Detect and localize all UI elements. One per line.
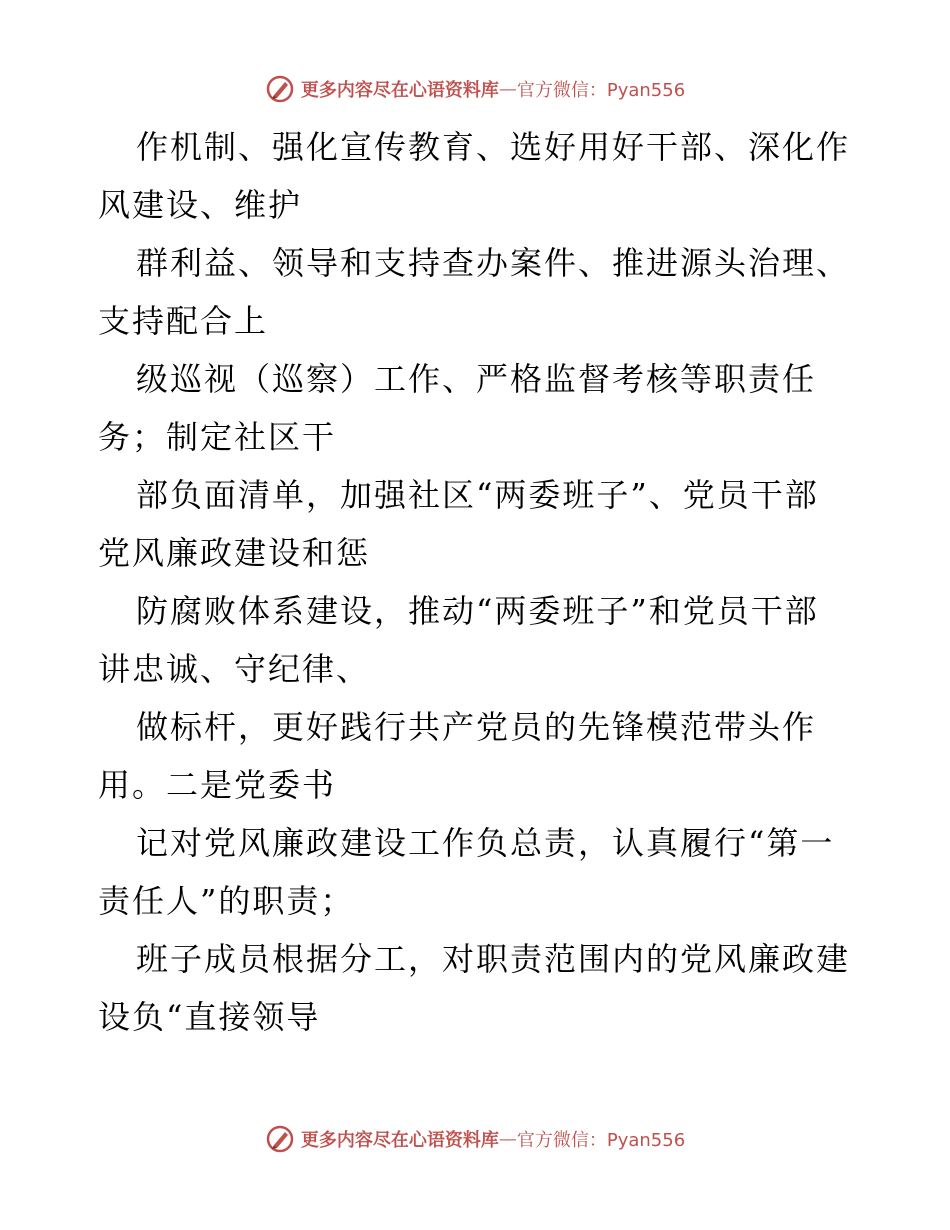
document-body — [98, 118, 858, 1046]
paragraph-line: 设负“直接领导 — [98, 998, 321, 1036]
paragraph-line: 党风廉政建设和惩 — [98, 534, 371, 572]
paragraph-line: 部负面清单，加强社区“两委班子”、党员干部 — [136, 476, 819, 514]
paragraph-line: 记对党风廉政建设工作负总责，认真履行“第一 — [136, 824, 835, 862]
paragraph — [98, 234, 858, 350]
footer-watermark — [0, 1124, 950, 1154]
pen-logo-icon — [265, 1124, 295, 1154]
paragraph — [98, 698, 858, 814]
paragraph-line: 班子成员根据分工，对职责范围内的党风廉政建 — [136, 940, 851, 978]
paragraph-line: 务；制定社区干 — [98, 418, 337, 456]
paragraph-line: 讲忠诚、守纪律、 — [98, 650, 371, 688]
paragraph-line: 级巡视（巡察）工作、严格监督考核等职责任 — [136, 360, 817, 398]
paragraph-line: 风建设、维护 — [98, 186, 303, 224]
watermark-wechat: 官方微信：Pyan556 — [516, 80, 686, 101]
watermark-site: 更多内容尽在心语资料库 — [300, 1130, 499, 1151]
paragraph — [98, 118, 858, 234]
paragraph — [98, 814, 858, 930]
header-watermark — [0, 74, 950, 104]
watermark-separator: — — [498, 78, 517, 100]
paragraph-line: 支持配合上 — [98, 302, 269, 340]
paragraph-line: 用。二是党委书 — [98, 766, 337, 804]
paragraph — [98, 466, 858, 582]
watermark-separator: — — [498, 1128, 517, 1150]
paragraph — [98, 930, 858, 1046]
paragraph-line: 做标杆，更好践行共产党员的先锋模范带头作 — [136, 708, 817, 746]
paragraph-line: 群利益、领导和支持查办案件、推进源头治理、 — [136, 244, 851, 282]
paragraph-line: 作机制、强化宣传教育、选好用好干部、深化作 — [136, 128, 851, 166]
watermark-wechat: 官方微信：Pyan556 — [516, 1130, 686, 1151]
paragraph — [98, 350, 858, 466]
watermark-site: 更多内容尽在心语资料库 — [300, 80, 499, 101]
paragraph-line: 防腐败体系建设，推动“两委班子”和党员干部 — [136, 592, 819, 630]
paragraph — [98, 582, 858, 698]
paragraph-line: 责任人”的职责； — [98, 882, 355, 920]
pen-logo-icon — [265, 74, 295, 104]
